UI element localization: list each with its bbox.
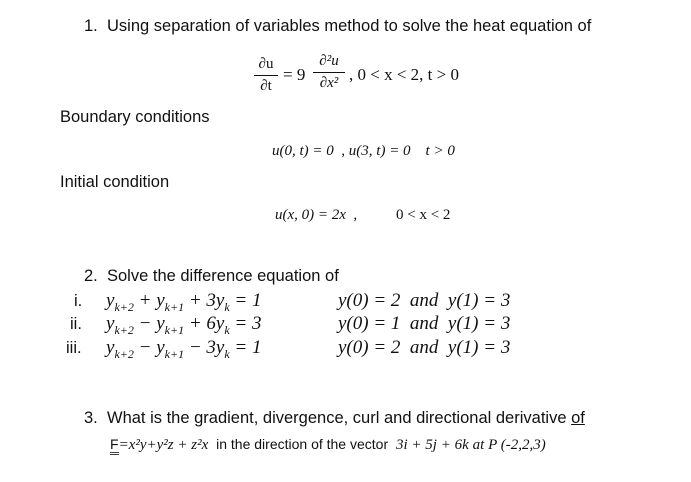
- initial-equation: u(x, 0) = 2x ,: [275, 207, 358, 223]
- point-p: at P (-2,2,3): [472, 437, 546, 453]
- q2-condition-ii: y(0) = 1 and y(1) = 3: [338, 313, 511, 334]
- dudt-denominator: ∂t: [260, 78, 272, 94]
- q2-equation-i: $y_{k+2} + y_{k+1} + 3y_k = 1$: [106, 290, 262, 314]
- f-expression: =x²y+y²z + z²x: [118, 437, 209, 453]
- initial-label: Initial condition: [60, 173, 170, 191]
- q2-equation-ii: $y_{k+2} - y_{k+1} + 6y_k = 3$: [106, 313, 262, 337]
- q3-number: 3.: [84, 409, 98, 427]
- q2-text: Solve the difference equation of: [107, 267, 339, 285]
- q2-roman-ii: ii.: [70, 315, 82, 333]
- q3-text: [107, 409, 585, 428]
- direction-text: in the direction of the vector: [216, 436, 389, 452]
- q1-number: 1.: [84, 17, 98, 35]
- q1-text: Using separation of variables method to solve the heat equation of: [107, 17, 592, 35]
- q2-roman-iii: iii.: [66, 339, 82, 357]
- q3-text-of: of: [571, 409, 585, 427]
- d2udx2-numerator: ∂²u: [319, 53, 339, 69]
- q2-equation-iii: $y_{k+2} - y_{k+1} - 3y_k = 1$: [106, 337, 262, 361]
- f-label: F: [110, 436, 119, 455]
- d2udx2-denominator: ∂x²: [319, 75, 339, 91]
- q3-function-line: [110, 436, 546, 454]
- dudt-fraction: [254, 56, 278, 95]
- d2udx2-fraction: [313, 53, 345, 92]
- heat-domain: , 0 < x < 2, t > 0: [349, 65, 459, 84]
- q2-number: 2.: [84, 267, 98, 285]
- vector-expression: 3i + 5j + 6k: [396, 437, 469, 453]
- q3-text-main: What is the gradient, divergence, curl and directional derivative: [107, 409, 567, 427]
- equals-nine: = 9: [283, 65, 306, 84]
- q2-roman-i: i.: [74, 292, 83, 310]
- boundary-label: Boundary conditions: [60, 108, 210, 126]
- initial-domain: 0 < x < 2: [396, 207, 451, 223]
- boundary-equation: u(0, t) = 0 , u(3, t) = 0 t > 0: [272, 143, 455, 159]
- dudt-numerator: ∂u: [258, 56, 274, 72]
- q2-condition-iii: y(0) = 2 and y(1) = 3: [338, 337, 511, 358]
- q2-condition-i: y(0) = 2 and y(1) = 3: [338, 290, 511, 311]
